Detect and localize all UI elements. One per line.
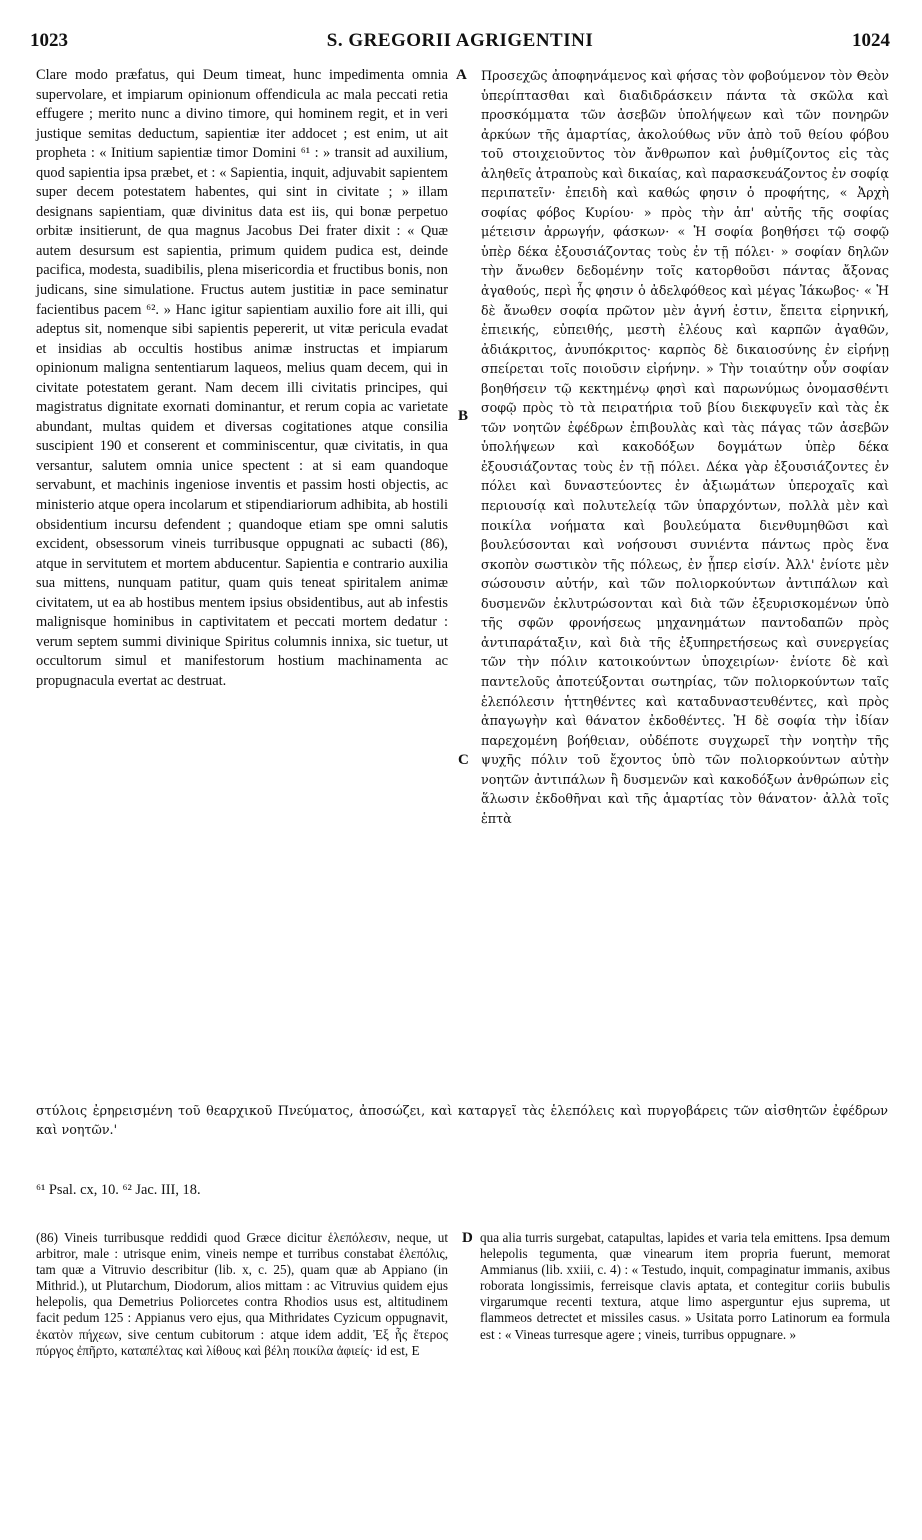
section-marker-d: D bbox=[462, 1230, 473, 1246]
greek-column bbox=[481, 66, 889, 828]
section-marker-a: A bbox=[456, 67, 467, 83]
note-86-left: (86) Vineis turribusque reddidi quod Græce dicitur ἑλεπόλεσιν, neque, ut arbitror, male : utrisque enim, vineis nempe et turribus constabat ἑλεπόλις, tam quæ a Vitruvio describitur (lib. x, c. 25), quam quæ ab Appiano (in Mithrid.), ut Plutarchum, Diodorum, alios mittam : ac Vitruvius quidem ejus helepolis, qua Demetrius Poliorcetes contra Rhodios usus est, altitudinem facit pedum 125 : Appianus vero ejus, qua Mithridates Cyzicum oppugnavit, ἑκατὸν πήχεων, sive centum cubitorum : atque idem addit, Ἐξ ἧς ἕτερος πύργος ἐπῆρτο, καταπέλτας καὶ λίθους καὶ βέλη ποικίλα ἀφιείς· id est, E bbox=[36, 1230, 448, 1358]
section-marker-b: B bbox=[458, 408, 469, 424]
column-number-right: 1024 bbox=[852, 30, 890, 51]
greek-paragraph: Προσεχῶς ἀποφηνάμενος καὶ φήσας τὸν φοβούμενον τὸν Θεὸν ὑπερίπτασθαι καὶ διαδιδράσκειν πάντα τὰ σκῶλα καὶ προσκόμματα τῶν ἀσεβῶν ὑπολήψεων καὶ τῶν πονηρῶν ἀρκύων τῆς ἁμαρτίας, ἀκολούθως νῦν ἀπὸ τοῦ θείου φόβου τοῦ στοιχειοῦντος τὸν ἄνθρωπον καὶ ῥυθμίζοντος εἰς τὰς ἀληθεῖς ἀτραποὺς καὶ δικαίας, καὶ παρασκευάζοντος ἐν σοφίᾳ περιπατεῖν· ἐπειδὴ καὶ καθώς φησιν ὁ προφήτης, « Ἀρχὴ σοφίας φόβος Κυρίου· » πρὸς τὴν ἀπ' αὐτῆς τῆς σοφίας μέτεισιν ἀρρωγήν, φάσκων· « Ἡ σοφία βοηθήσει τῷ σοφῷ ὑπὲρ δέκα ἐξουσιάζοντας τοὺς ἐν τῇ πόλει· » σοφίαν δηλῶν τὴν ἄνωθεν δεδομένην τοῖς κατορθοῦσι πάντας ἄξονας ἀγαθούς, περὶ ἧς φησιν ὁ ἀδελφόθεος καὶ μέγας Ἰάκωβος· « Ἡ δὲ ἄνωθεν σοφία πρῶτον μὲν ἁγνή ἐστιν, ἔπειτα εἰρηνική, ἐπιεικής, εὐπειθής, μεστὴ ἐλέους καὶ καρπῶν ἀγαθῶν, ἀδιάκριτος, ἀνυπόκριτος· καρπὸς δὲ δικαιοσύνης ἐν εἰρήνῃ σπείρεται τοῖς ποιοῦσιν εἰρήνην. » Τὴν τοιαύτην οὖν σοφίαν βοηθήσειν τῷ κεκτημένῳ φησὶ καὶ παρωνύμως ὀνομασθέντι σοφῷ πρὸς τὸ τὰ πειρατήρια τοῦ βίου διεκφυγεῖν καὶ τὰς ἐκ τῶν νοητῶν ἐφέδρων ἐπιβουλὰς καὶ τὰς πάγας τῶν ἀσεβῶν ὑπολήψεων καὶ κακοδόξων δογμάτων ὑπὲρ δέκα ἐξουσιάζοντας τοὺς ἐν τῇ πόλει. Δέκα γὰρ ἐξουσιάζοντες ἐν πόλει καὶ δυναστεύοντες ἐν ἀξιωμάτων ὑπεροχαῖς καὶ περιουσίᾳ καὶ πολυτελείᾳ τῶν ὑπαρχόντων, πολλὰ μὲν καὶ ποικίλα νοήματα καὶ βουλεύματα διενθυμηθῶσι καὶ βουλεύσονται καὶ νοήσουσι συνιέντα πάντως πρὸς ἕνα σκοπὸν σωστικὸν τῆς πόλεως, ἐν ᾗπερ εἰσίν. Ἀλλ' ἐνίοτε μὲν σώσουσιν αὐτήν, καὶ τῶν πολιορκούντων ἀντιπάλων καὶ δυσμενῶν ἐκλυτρώσονται καὶ διὰ τῶν ἐξευρισκομένων ὑπὸ τῆς σφῶν φρονήσεως μηχανημάτων παντοδαπῶν πρὸς ἀντιπαράταξιν, καὶ διὰ τῆς ἐξυπηρετήσεως καὶ συνεργείας τῶν τὴν πόλιν κατοικούντων ὑποχειρίων· ἐνίοτε δὲ καὶ παντελοῦς ἀποτεύξονται σωτηρίας, τῶν πολιορκούντων ταῖς ἑλεπόλεσιν ἡττηθέντες καὶ καταδυναστευθέντες, καὶ πρὸς ἀπαγωγὴν καὶ θάνατον ἐκδοθέντες. Ἡ δὲ σοφία τὴν ἰδίαν παρεχομένη βοήθειαν, οὐδέποτε συγχωρεῖ τὴν νοητὴν τῆς ψυχῆς πόλιν τοῦ ἔχοντος ὑπὸ τῶν πολιορκούντων αὐτὴν νοητῶν ἀντιπάλων ἢ δυσμενῶν καὶ κακοδόξων ἀνθρώπων εἰς ἅλωσιν ἐκδοθῆναι καὶ τῆς ἁμαρτίας τὸν θάνατον· ἀλλὰ τοῖς ἑπτὰ bbox=[481, 68, 889, 826]
page-header bbox=[30, 30, 890, 58]
section-marker-c: C bbox=[458, 752, 469, 768]
note-86-right: qua alia turris surgebat, catapultas, lapides et varia tela emittens. Ipsa demum helepolis tegumenta, quæ vinearum item propria fuerunt, memorat Ammianus (lib. xxiii, c. 4) : « Testudo, inquit, compaginatur immanis, axibus roborata longissimis, ferreisque clavis aptata, et contegitur coriis bubulis virgarumque recenti textura, atque limo asperguntur ejus suprema, ut flammeos detrectet et missiles casus. » Usitata porro Latinorum ea formula est : « Vineas turresque agere ; vineis, turribus oppugnare. » bbox=[480, 1230, 890, 1342]
column-number-left: 1023 bbox=[30, 30, 68, 51]
running-title: S. GREGORII AGRIGENTINI bbox=[326, 30, 594, 51]
footnote-references: ⁶¹ Psal. cx, 10. ⁶² Jac. III, 18. bbox=[36, 1182, 201, 1198]
greek-continuation: στύλοις ἐρηρεισμένη τοῦ θεαρχικοῦ Πνεύματος, ἀποσώζει, καὶ καταργεῖ τὰς ἑλεπόλεις καὶ πυργοβάρεις τῶν αἰσθητῶν ἐφέδρων καὶ νοητῶν.' bbox=[36, 1103, 888, 1137]
latin-column bbox=[36, 66, 448, 692]
latin-paragraph: Clare modo præfatus, qui Deum timeat, hunc impedimenta omnia supervolare, et impiarum opinionum offendicula ac mala peccati retia effugere ; merito nunc a divino timore, qui hominem regit, et in veri justique semitas deductum, sapientiæ iter addocet ; est enim, ut ait propheta : « Initium sapientiæ timor Domini ⁶¹ : » transit ad auxilium, quod sapientia ipsa præbet, et : « Sapientia, inquit, adjuvabit sapientem super decem potestatem habentes, qui sint in civitate ; » illam designans sapientiam, quæ divinitus data est iis, qui bonæ perpetuo orbitæ insitierunt, de qua magnus Jacobus Dei frater dixit : « Quæ autem desursum est sapientia, primum quidem pudica est, deinde pacifica, modesta, suadibilis, plena misericordia et fructibus bonis, non judicans, sine simulatione. Fructus autem justitiæ in pace seminatur facientibus pacem ⁶². » Hanc igitur sapientiam auxilio fore ait illi, qui adeptus sit, nomenque sibi sapientis pepererit, ut vitæ pericula evadat et insidias ab occultis hostibus animæ instructas et impiarum opinionum maligna sententiarum laqueos, melius quam decem, qui in civitate potestatem gerant. Nam decem illi civitatis principes, qui magistratus dignitate exornati dominantur, et rerum copia ac varietate abundant, multas quidem et diversas cogitationes atque consilia suscipient 190 et conserent et comminiscentur, quæ civitatis, in qua versantur, salutem omnia unice spectent : at si eam quandoque servabunt, et machinis ingeniose inventis et passim hosti objectis, ac ministerio atque opera incolarum et stipendiariorum adhibita, ab hostili obsidentium incursu defendent ; quandoque etiam spe omni salutis excident, obsessorum vineis turribusque oppugnati ac subacti (86), atque in servitutem et mortem abducentur. Sapientia e contrario auxilia sua mittens, nunquam patitur, quam quis teneat spiritalem animæ civitatem, ut ea ab hostibus mentem ipsius obsidentibus, aut ab infestis malignisque hominibus in captivitatem et peccati mortem dedatur : verum septem summi divinique Spiritus columnis innixa, sic tuetur, ut occultorum simul et manifestorum hostium machinamenta ac propugnacula evertat ac destruat. bbox=[36, 67, 448, 689]
